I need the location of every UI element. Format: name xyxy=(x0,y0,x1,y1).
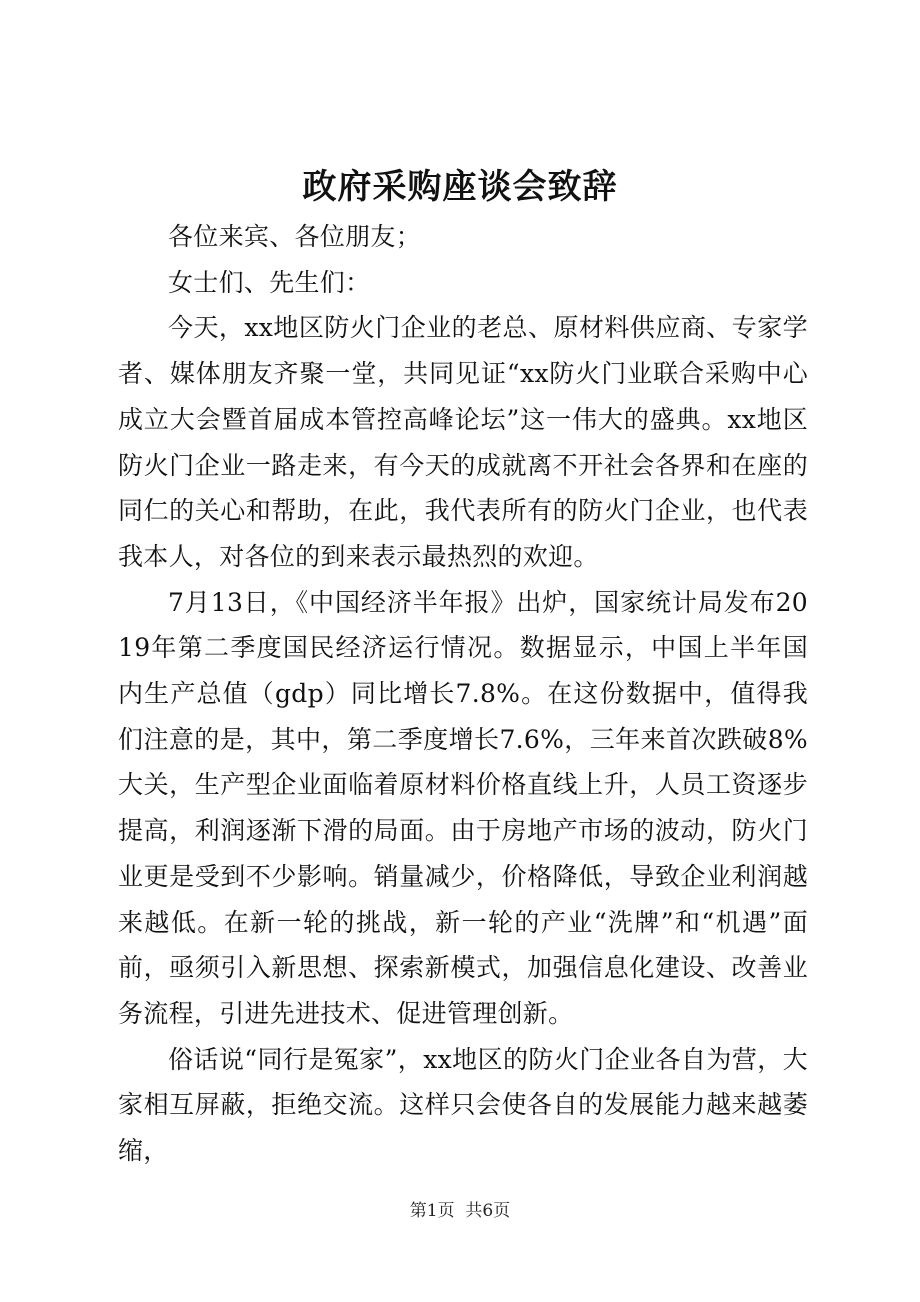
paragraph-welcome: 今天，xx地区防火门企业的老总、原材料供应商、专家学者、媒体朋友齐聚一堂，共同见证“xx防火门业联合采购中心成立大会暨首届成本管控高峰论坛”这一伟大的盛典。xx地区防火门企业一路走来，有今天的成就离不开社会各界和在座的同仁的关心和帮助，在此，我代表所有的防火门企业，也代表我本人，对各位的到来表示最热烈的欢迎。 xyxy=(118,313,808,571)
document-title: 政府采购座谈会致辞 xyxy=(302,167,618,207)
page-total: 共6页 xyxy=(465,1201,511,1221)
paragraph-industry: 俗话说“同行是冤家”，xx地区的防火门企业各自为营，大家相互屏蔽，拒绝交流。这样只会使各自的发展能力越来越萎缩， xyxy=(118,1044,808,1166)
page-number: 第1页 xyxy=(409,1201,455,1221)
salutation-line: 女士们、先生们： xyxy=(168,267,371,297)
paragraph-economy: 7月13日，《中国经济半年报》出炉，国家统计局发布2019年第二季度国民经济运行情况。数据显示，中国上半年国内生产总值（gdp）同比增长7.8%。在这份数据中，值得我们注意的是，其中，第二季度增长7.6%，三年来首次跌破8%大关，生产型企业面临着原材料价格直线上升，人员工资逐步提高，利润逐渐下滑的局面。由于房地产市场的波动，防火门业更是受到不少影响。销量减少，价格降低，导致企业利润越来越低。在新一轮的挑战，新一轮的产业“洗牌”和“机遇”面前，亟须引入新思想、探索新模式，加强信息化建设、改善业务流程，引进先进技术、促进管理创新。 xyxy=(118,587,808,1028)
document-body xyxy=(118,214,808,1174)
page-footer xyxy=(0,1199,920,1223)
greeting-line: 各位来宾、各位朋友； xyxy=(168,222,422,251)
